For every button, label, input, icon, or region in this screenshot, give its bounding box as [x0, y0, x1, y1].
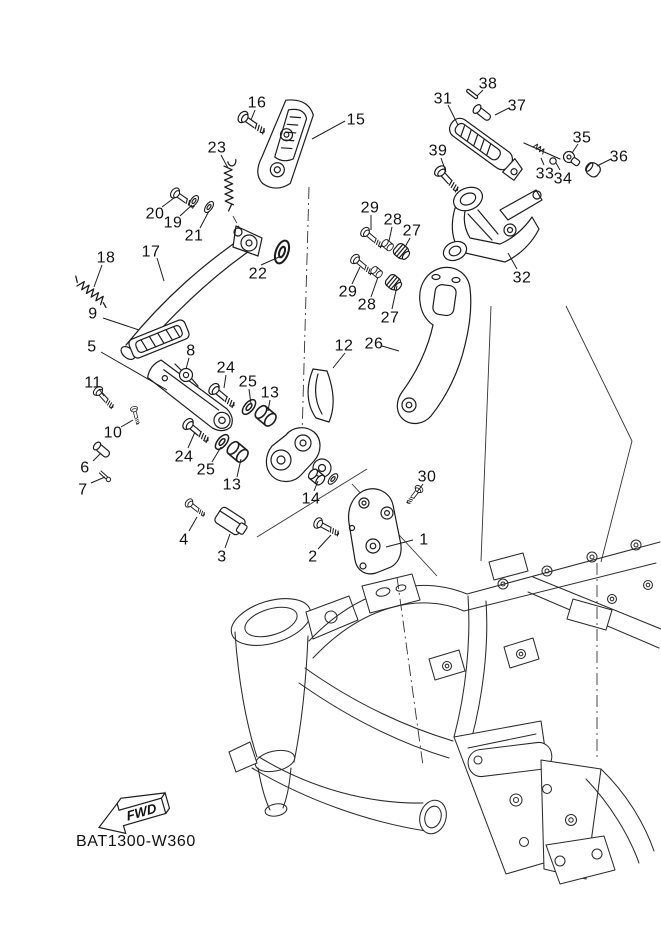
- callout-7-6: 7: [78, 481, 88, 499]
- callout-27-29: 27: [402, 222, 422, 240]
- callout-25-26: 25: [238, 373, 258, 391]
- part-ball-34: [550, 158, 556, 164]
- callout-27-30: 27: [380, 309, 400, 327]
- callout-12-11: 12: [334, 337, 354, 355]
- callout-23-23: 23: [207, 139, 227, 157]
- callout-29-33: 29: [360, 199, 380, 217]
- callout-14-14: 14: [301, 490, 321, 508]
- callout-24-24: 24: [216, 359, 236, 377]
- callout-16-16: 16: [247, 94, 267, 112]
- callout-34-39: 34: [553, 170, 573, 188]
- callout-17-17: 17: [141, 243, 161, 261]
- callout-38-43: 38: [478, 75, 498, 93]
- fwd-label: FWD: [125, 800, 158, 824]
- callout-28-32: 28: [357, 296, 377, 314]
- callout-11-10: 11: [84, 374, 102, 392]
- callout-13-12: 13: [260, 384, 280, 402]
- callout-18-18: 18: [96, 249, 116, 267]
- callout-26-28: 26: [364, 335, 384, 353]
- callout-5-4: 5: [87, 338, 97, 356]
- callout-37-42: 37: [507, 97, 527, 115]
- callout-36-41: 36: [609, 148, 629, 166]
- callout-29-34: 29: [338, 283, 358, 301]
- callout-20-20: 20: [145, 205, 165, 223]
- callout-25-27: 25: [196, 461, 216, 479]
- callout-19-19: 19: [163, 214, 183, 232]
- callout-13-13: 13: [222, 476, 242, 494]
- callout-2-1: 2: [308, 548, 318, 566]
- callout-31-36: 31: [433, 90, 453, 108]
- callout-8-7: 8: [186, 342, 196, 360]
- diagram-code: BAT1300-W360: [76, 833, 196, 850]
- callout-1-0: 1: [419, 531, 429, 549]
- callout-22-22: 22: [248, 265, 268, 283]
- callout-21-21: 21: [184, 227, 204, 245]
- callout-15-15: 15: [346, 111, 366, 129]
- callout-30-35: 30: [417, 468, 437, 486]
- callout-33-38: 33: [535, 165, 555, 183]
- callout-24-25: 24: [174, 448, 194, 466]
- callout-32-37: 32: [512, 269, 532, 287]
- callout-3-2: 3: [217, 548, 227, 566]
- callout-4-3: 4: [179, 531, 189, 549]
- callout-39-44: 39: [428, 142, 448, 160]
- callout-28-31: 28: [383, 211, 403, 229]
- callout-35-40: 35: [572, 129, 592, 147]
- callout-10-9: 10: [103, 424, 123, 442]
- callout-9-8: 9: [88, 305, 98, 323]
- callout-6-5: 6: [80, 459, 90, 477]
